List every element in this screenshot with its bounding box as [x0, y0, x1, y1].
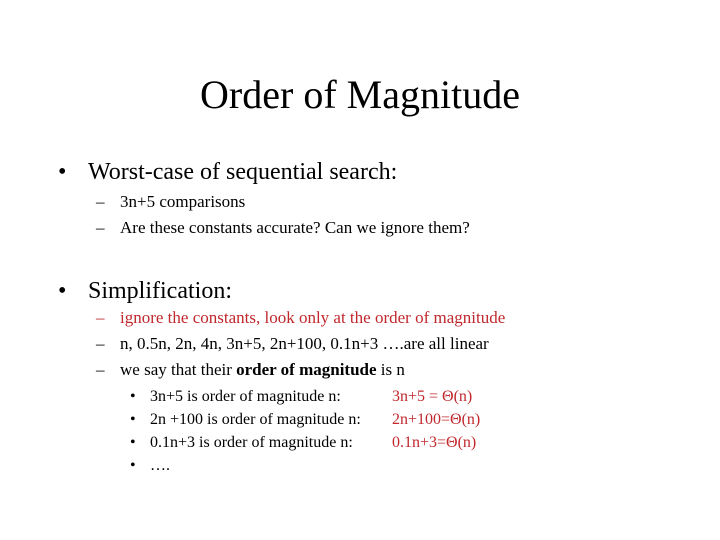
bullet-worst-case: [58, 157, 397, 187]
example-left: 2n +100 is order of magnitude n:: [150, 411, 361, 428]
bullet-marker: •: [58, 278, 67, 304]
subitem-comparisons: [96, 190, 245, 214]
example-marker: •: [130, 457, 136, 474]
example-row: [130, 387, 472, 407]
dash-marker: –: [96, 192, 105, 211]
subitem-text: ignore the constants, look only at the order of magnitude: [120, 308, 506, 327]
subitem-ignore-constants: [96, 306, 505, 330]
example-left: 3n+5 is order of magnitude n:: [150, 388, 341, 405]
example-right: 3n+5 = Θ(n): [392, 388, 473, 405]
subitem-text-before: we say that their: [120, 360, 237, 379]
example-right: 2n+100=Θ(n): [392, 411, 481, 428]
bullet-text: Worst-case of sequential search:: [88, 159, 398, 185]
example-left: ….: [150, 457, 170, 474]
bullet-simplification: [58, 276, 232, 306]
dash-marker: –: [96, 308, 105, 327]
example-marker: •: [130, 434, 136, 451]
subitem-order-of-magnitude: [96, 358, 405, 382]
example-marker: •: [130, 411, 136, 428]
subitem-linear-list: [96, 332, 489, 356]
subitem-constants-question: [96, 216, 470, 240]
example-row: [130, 410, 480, 430]
subitem-text-after: is n: [376, 360, 405, 379]
subitem-text: n, 0.5n, 2n, 4n, 3n+5, 2n+100, 0.1n+3 ….are all linear: [120, 334, 489, 353]
dash-marker: –: [96, 218, 105, 237]
dash-marker: –: [96, 334, 105, 353]
slide-title: Order of Magnitude: [200, 72, 520, 117]
subitem-text: Are these constants accurate? Can we ignore them?: [120, 218, 470, 237]
example-row: [130, 433, 476, 453]
subitem-bold-term: order of magnitude: [236, 360, 377, 379]
bullet-text: Simplification:: [88, 278, 232, 304]
subitem-text: 3n+5 comparisons: [120, 192, 246, 211]
bullet-marker: •: [58, 159, 67, 185]
example-row: [130, 456, 392, 476]
dash-marker: –: [96, 360, 105, 379]
example-left: 0.1n+3 is order of magnitude n:: [150, 434, 353, 451]
example-right: 0.1n+3=Θ(n): [392, 434, 477, 451]
example-marker: •: [130, 388, 136, 405]
